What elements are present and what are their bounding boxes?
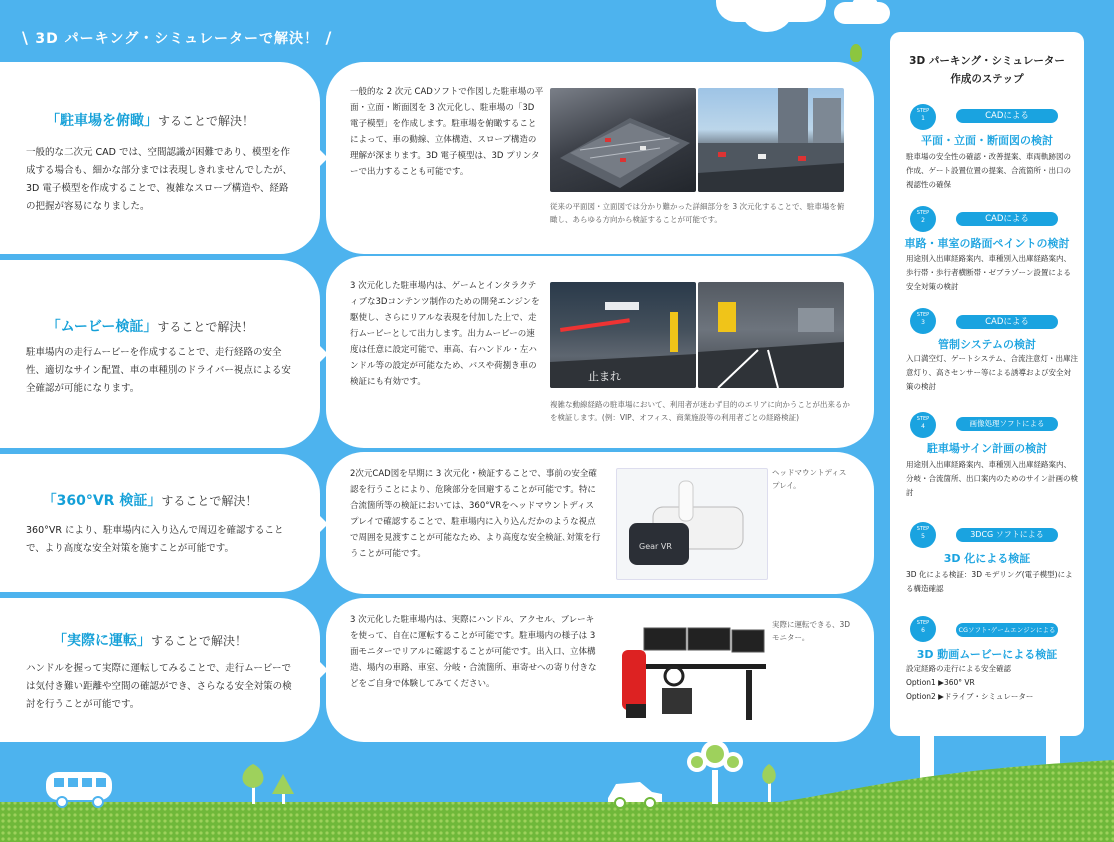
driving-simulator-image [616,614,766,726]
step-number: 5 [921,533,925,540]
vr-headset-illustration [617,469,767,579]
section-card [0,62,320,254]
steps-panel-title [890,52,1084,88]
section-title-quote: 「ムービー検証」 [46,319,158,335]
parking-3d-model-illustration [550,88,696,192]
step-badge-label: STEP [916,620,930,626]
parking-gate-illustration [550,282,696,388]
step-heading: 車路・車室の路面ペイントの検討 [904,237,1070,250]
detail-card [326,598,874,742]
step-description: 設定経路の走行による安全確認 Option1 ▶360° VR Option2 ▶ドライブ・シミュレーター [906,664,1034,701]
section-title [0,490,300,510]
vr-headset-image [616,468,768,580]
image-caption: ヘッドマウントディスプレイ。 [772,468,847,490]
step-tool-pill: 画像処理ソフトによる [956,417,1058,431]
detail-card [326,452,874,594]
vr-device-label: Gear VR [639,542,672,551]
step-tool-pill: CADによる [956,109,1058,123]
step-tool-pill: CADによる [956,212,1058,226]
step-number: 2 [921,217,925,224]
image-caption: 複雑な動線経路の駐車場において、利用者が迷わず目的のエリアに向かうことが出来るかを検証します。(例：VIP、オフィス、商業施設等の利用者ごとの経路検証) [550,400,850,422]
section-title-quote: 「360°VR 検証」 [42,493,162,509]
step-badge-label: STEP [916,416,930,422]
step-tool-pill: 3DCG ソフトによる [956,528,1058,542]
section-title-tail: することで解決！ [157,320,254,334]
parking-building-illustration [698,88,844,192]
ground-scene [0,740,1114,842]
parking-movie-interior-image [698,282,844,388]
section-description: ハンドルを握って実際に運転してみることで、走行ムービーでは気付き難い距離や空間の確認ができ、さらなる安全対策の検討を行うことが可能です。 [26,663,292,710]
detail-card [326,256,874,448]
page-title: 3D パーキング・シミュレーターで解決！ [35,31,319,47]
detail-text: 3 次元化した駐車場内は、ゲームとインタラクティブな3Dコンテンツ制作のための開発エンジンを駆使し、さらにリアルな表現を付加した上で、走行ムービーとして出力します。出力ムービーの速度は任意に設定可能で、車高、右ハンドル・左ハンドル等の設定が可能なため、バスや荷捌き車の検証にも有効です。 [350,281,540,387]
detail-text: 2次元CAD図を早期に 3 次元化・検証することで、事前の安全確認を行うことにより、危険部分を回避することが可能です。特に合流箇所等の検証においては、360°VRをヘッドマウントディスプレイで確認することで、駐車場内に入り込んだかのような視点で周囲を見渡すことが可能なため、より高度な安全検証､対策を行うことが可能です。 [350,469,601,559]
detail-text: 3 次元化した駐車場内は、実際にハンドル、アクセル、ブレーキを使って、自在に運転することが可能です。駐車場内の様子は 3 面モニターでリアルに確認することが可能です。出入口、立体構造、場内の車路、車室、分岐・合流箇所、車寄せへの寄り付きなどをご自身で体験してみてください。 [350,615,597,689]
section-description: 360°VR により、駐車場内に入り込んで周辺を確認することで、より高度な安全対策を施すことが可能です。 [26,525,284,554]
detail-text: 一般的な 2 次元 CADソフトで作図した駐車場の平面・立面・断面図を 3 次元化し、駐車場の「3D 電子模型」を作成します。駐車場を俯瞰することによって、車の動線、立体構造、スロープ構造の理解が深まります。3D 電子模型は、3D プリンターで出力することも可能です。 [350,87,544,177]
section-title [0,316,300,336]
section-description: 駐車場内の走行ムービーを作成することで、走行経路の安全性、適切なサイン配置、車の車種別のドライバー視点による安全確認が可能になります。 [26,347,291,394]
section-card [0,260,320,448]
parking-building-image [698,88,844,192]
section-title [0,110,300,130]
step-heading: 3D 化による検証 [943,552,1031,565]
section-title-quote: 「駐車場を俯瞰」 [45,113,158,129]
floor-stop-marking: 止まれ [588,370,621,383]
section-card [0,454,320,592]
page-header: \ 3D パーキング・シミュレーターで解決！ / [22,28,333,47]
step-number: 1 [921,115,925,122]
bus-icon [46,772,112,807]
step-badge [910,104,936,130]
steps-title-line1: 3D パーキング・シミュレーター [909,55,1065,67]
step-badge [910,206,936,232]
step-badge [910,412,936,438]
image-caption: 実際に運転できる、3D モニター。 [772,620,851,642]
step-number: 4 [921,423,925,430]
tree-icon [762,764,776,802]
cloud-decoration [742,0,792,32]
step-description: 用途別入出庫経路案内、車種別入出庫経路案内、分岐・合流箇所、出口案内のためのサイン計画の検討 [906,460,1078,497]
step-tool-pill: CADによる [956,315,1058,329]
step-badge [910,616,936,642]
steps-title-line2: 作成のステップ [950,73,1024,85]
parking-movie-gate-image [550,282,696,388]
step-badge [910,308,936,334]
detail-card [326,62,874,254]
step-badge-label: STEP [916,526,930,532]
step-number: 6 [921,627,925,634]
step-description: 駐車場の安全性の確認・改善提案、車両軌跡図の作成、ゲート設置位置の提案、合流箇所・出口の視認性の確保 [906,152,1071,189]
steps-panel [890,32,1084,736]
section-title-tail: することで解決！ [161,494,258,508]
driving-simulator-illustration [616,614,766,726]
image-caption: 従来の平面図・立面図では分かり難かった詳細部分を 3 次元化することで、駐車場を俯瞰し、あらゆる方向から検証することが可能です。 [550,202,845,224]
tree-icon [242,764,263,804]
tree-icon [272,774,294,804]
grass-field [0,760,1114,842]
step-heading: 管制システムの検討 [938,338,1036,351]
step-number: 3 [921,319,925,326]
step-tool-pill: CGソフト･ゲームエンジンによる [956,623,1058,637]
step-heading: 3D 動画ムービーによる検証 [916,648,1058,661]
step-description: 入口満空灯、ゲートシステム、合流注意灯・出庫注意灯り、高さセンサー等による誘導および安全対策の検討 [906,354,1078,391]
section-title [0,630,300,650]
step-heading: 平面・立面・断面図の検討 [921,134,1053,147]
step-badge [910,522,936,548]
step-heading: 駐車場サイン計画の検討 [926,442,1048,455]
section-card [0,598,320,742]
section-title-tail: することで解決！ [150,634,247,648]
section-description: 一般的な二次元 CAD では、空間認識が困難であり、模型を作成する場合も、細かな部分までは表現しきれませんでしたが、3D 電子模型を作成することで、複雑なスロープ構造や、経路の把握が容易になりました。 [26,147,293,212]
step-description: 用途別入出庫経路案内、車種別入出庫経路案内、歩行帯・歩行者横断帯・ゼブラゾーン設置による安全対策の検討 [906,254,1071,291]
parking-interior-illustration [698,282,844,388]
bird-icon [850,44,862,62]
section-title-quote: 「実際に運転」 [52,633,151,649]
section-title-tail: することで解決！ [157,114,254,128]
big-tree-icon [687,740,743,804]
step-badge-label: STEP [916,312,930,318]
step-badge-label: STEP [916,108,930,114]
step-description: 3D 化による検証：3D モデリング(電子模型)による構造確認 [906,570,1073,593]
parking-3d-model-image [550,88,696,192]
step-badge-label: STEP [916,210,930,216]
